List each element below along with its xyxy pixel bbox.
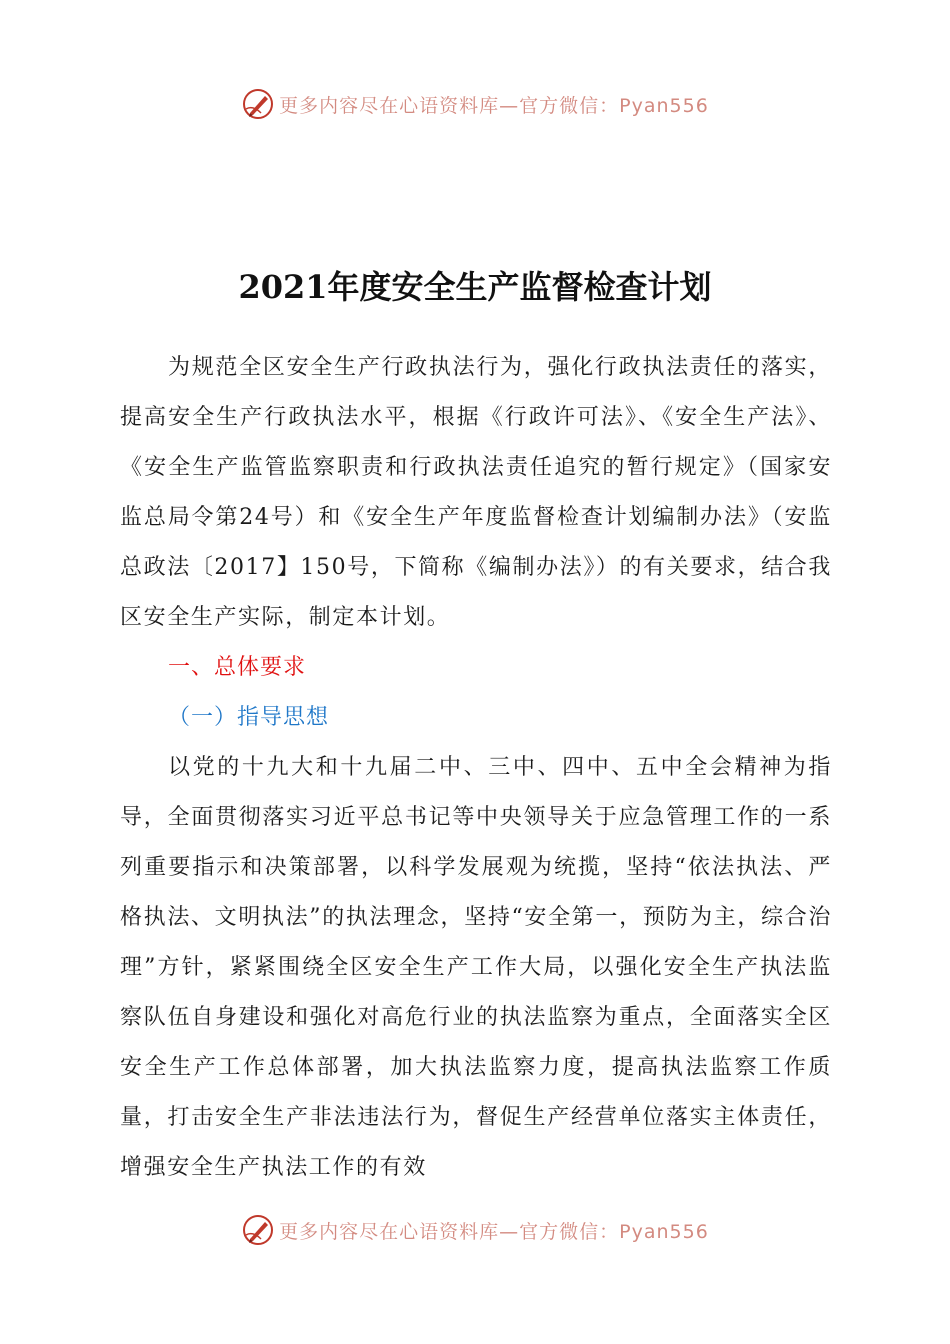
section-heading-overall-requirements: 一、总体要求 bbox=[168, 655, 307, 680]
header-banner bbox=[0, 84, 950, 124]
footer-banner bbox=[0, 1210, 950, 1250]
guiding-ideology-paragraph: 以党的十九大和十九届二中、三中、四中、五中全会精神为指导，全面贯彻落实习近平总书记等中央领导关于应急管理工作的一系列重要指示和决策部署，以科学发展观为统揽，坚持“依法执法、严格执法、文明执法”的执法理念，坚持“安全第一，预防为主，综合治理”方针，紧紧围绕全区安全生产工作大局，以强化安全生产执法监察队伍自身建设和强化对高危行业的执法监察为重点，全面落实全区安全生产工作总体部署，加大执法监察力度，提高执法监察工作质量，打击安全生产非法违法行为，督促生产经营单位落实主体责任，增强安全生产执法工作的有效 bbox=[120, 755, 832, 1180]
document-title: 2021年度安全生产监督检查计划 bbox=[238, 268, 712, 306]
subsection-heading-guiding-ideology: （一）指导思想 bbox=[168, 705, 330, 730]
document-body bbox=[120, 343, 832, 1193]
pen-circle-logo-icon bbox=[241, 87, 275, 121]
banner-text: 更多内容尽在心语资料库—官方微信：Pyan556 bbox=[279, 1220, 709, 1243]
banner-text: 更多内容尽在心语资料库—官方微信：Pyan556 bbox=[279, 94, 709, 117]
intro-paragraph: 为规范全区安全生产行政执法行为，强化行政执法责任的落实，提高安全生产行政执法水平，根据《行政许可法》、《安全生产法》、《安全生产监管监察职责和行政执法责任追究的暂行规定》（国家安监总局令第24号）和《安全生产年度监督检查计划编制办法》（安监总政法〔2017】150号，下简称《编制办法》）的有关要求，结合我区安全生产实际，制定本计划。 bbox=[120, 355, 832, 630]
pen-circle-logo-icon bbox=[241, 1213, 275, 1247]
